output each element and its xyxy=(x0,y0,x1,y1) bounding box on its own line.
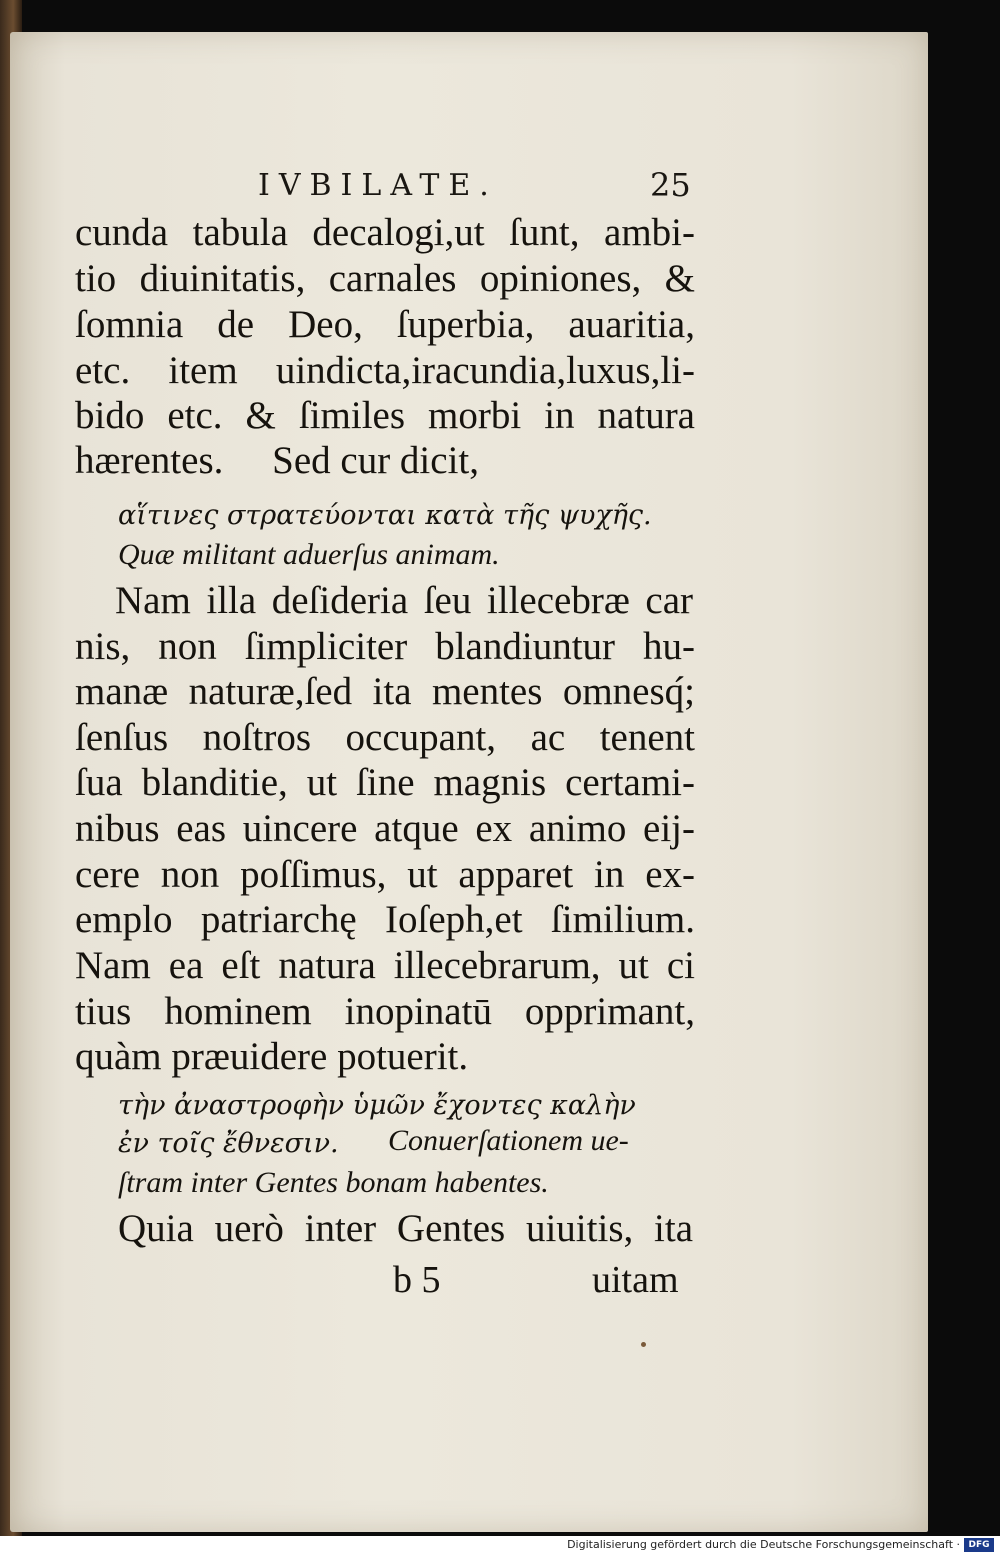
running-title: IVBILATE. xyxy=(258,168,498,203)
text-line: Nam ea eſt natura illecebrarum, ut ci xyxy=(75,944,695,987)
footer-credit: Digitalisierung gefördert durch die Deutsche Forschungsgemeinschaft · xyxy=(567,1538,960,1551)
ink-speck xyxy=(641,1342,646,1347)
signature-mark: b 5 xyxy=(393,1259,441,1301)
text-line: emplo patriarchę Ioſeph,et ſimilium. xyxy=(75,898,695,941)
text-line: Quia uerò inter Gentes uiuitis, ita xyxy=(118,1207,693,1250)
text-line: quàm præuidere potuerit. xyxy=(75,1035,469,1078)
text-line: manæ naturæ,ſed ita mentes omnesq́; xyxy=(75,670,695,713)
text-line: etc. item uindicta,iracundia,luxus,li- xyxy=(75,349,695,392)
greek-quote: αἵτινες στρατεύονται κατὰ τῆς ψυχῆς. xyxy=(118,500,652,531)
text-line: nibus eas uincere atque ex animo eij- xyxy=(75,807,695,850)
latin-quote: Quæ militant aduerſus animam. xyxy=(118,538,500,571)
page-number: 25 xyxy=(650,166,691,204)
text-line: ſua blanditie, ut ſine magnis certami- xyxy=(75,761,695,804)
greek-quote: τὴν ἀναστροφὴν ὑμῶν ἔχοντες καλὴν xyxy=(118,1090,636,1121)
text-line: tius hominem inopinatū opprimant, xyxy=(75,990,695,1033)
text-line: cunda tabula decalogi,ut ſunt, ambi- xyxy=(75,211,695,254)
text-line: Nam illa deſideria ſeu illecebræ car xyxy=(115,579,693,622)
text-line: ſenſus noſtros occupant, ac tenent xyxy=(75,716,695,759)
greek-quote: ἐν τοῖς ἔθνεσιν. xyxy=(118,1128,339,1159)
latin-quote: Conuerſationem ue- xyxy=(388,1124,629,1157)
text-line: nis, non ſimpliciter blandiuntur hu- xyxy=(75,625,695,668)
catchword: uitam xyxy=(592,1259,679,1301)
text-line: bido etc. & ſimiles morbi in natura xyxy=(75,394,695,437)
latin-quote: ſtram inter Gentes bonam habentes. xyxy=(118,1166,549,1199)
text-line: cere non poſſimus, ut apparet in ex- xyxy=(75,853,695,896)
dfg-logo: DFG xyxy=(964,1538,994,1552)
text-line: ſomnia de Deo, ſuperbia, auaritia, xyxy=(75,303,695,346)
text-line: tio diuinitatis, carnales opiniones, & xyxy=(75,257,695,300)
text-line: hærentes. Sed cur dicit, xyxy=(75,439,479,482)
digitization-footer xyxy=(0,1536,1000,1555)
